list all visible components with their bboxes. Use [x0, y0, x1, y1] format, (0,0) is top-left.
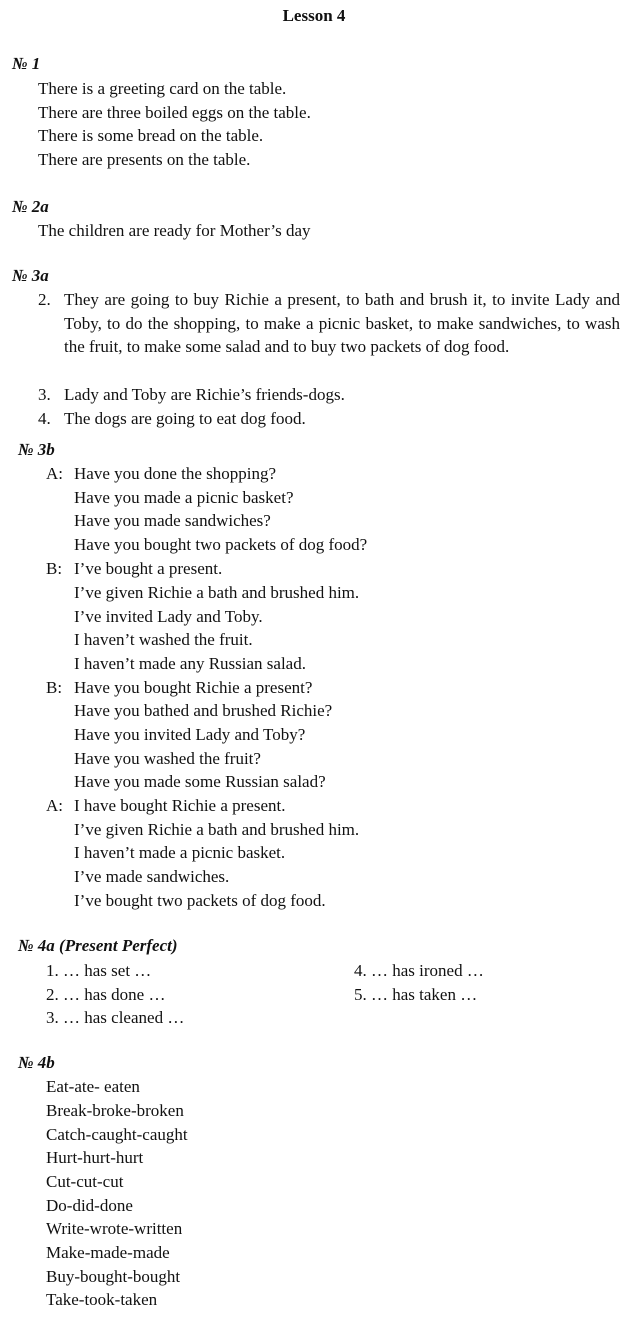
answer-item: 4. … has ironed … [354, 961, 484, 980]
dialogue-line: Have you made some Russian salad? [74, 772, 326, 791]
exercise-1-line: There is some bread on the table. [38, 126, 264, 145]
dialogue-line: I’ve given Richie a bath and brushed him. [74, 583, 360, 602]
dialogue-line: Have you made a picnic basket? [74, 488, 294, 507]
verb-forms: Buy-bought-bought [46, 1267, 181, 1286]
verb-forms: Cut-cut-cut [46, 1172, 124, 1191]
verb-forms: Take-took-taken [46, 1290, 158, 1309]
speaker-label: A: [46, 464, 63, 483]
dialogue-line: I’ve made sandwiches. [74, 867, 230, 886]
list-number: 2. [38, 290, 51, 309]
verb-forms: Catch-caught-caught [46, 1125, 188, 1144]
list-number: 4. [38, 409, 51, 428]
dialogue-line: Have you made sandwiches? [74, 511, 271, 530]
speaker-label: A: [46, 796, 63, 815]
answer-item: 1. … has set … [46, 961, 152, 980]
dialogue-line: Have you washed the fruit? [74, 749, 261, 768]
exercise-1-line: There is a greeting card on the table. [38, 79, 287, 98]
exercise-4a-heading: № 4a (Present Perfect) [18, 936, 178, 955]
exercise-1-heading: № 1 [12, 54, 41, 73]
verb-forms: Write-wrote-written [46, 1219, 183, 1238]
dialogue-line: I’ve given Richie a bath and brushed him. [74, 820, 360, 839]
exercise-2a-line: The children are ready for Mother’s day [38, 221, 311, 240]
dialogue-line: I’ve bought a present. [74, 559, 223, 578]
dialogue-line: I’ve bought two packets of dog food. [74, 891, 326, 910]
dialogue-line: I haven’t made a picnic basket. [74, 843, 286, 862]
list-number: 3. [38, 385, 51, 404]
dialogue-line: I have bought Richie a present. [74, 796, 286, 815]
verb-forms: Do-did-done [46, 1196, 133, 1215]
list-item-text: Lady and Toby are Richie’s friends-dogs. [64, 385, 345, 404]
list-item-text: The dogs are going to eat dog food. [64, 409, 306, 428]
verb-forms: Hurt-hurt-hurt [46, 1148, 144, 1167]
exercise-1-line: There are presents on the table. [38, 150, 251, 169]
verb-forms: Break-broke-broken [46, 1101, 184, 1120]
speaker-label: B: [46, 678, 63, 697]
exercise-1-line: There are three boiled eggs on the table. [38, 103, 311, 122]
list-item-text: They are going to buy Richie a present, to bath and brush it, to invite Lady and Toby, to do the shopping, to make a picnic basket, to make sandwiches, to wash the fruit, to make some salad and to buy two packets of dog food. [64, 290, 620, 356]
dialogue-line: Have you invited Lady and Toby? [74, 725, 306, 744]
dialogue-line: Have you bought Richie a present? [74, 678, 313, 697]
dialogue-line: I haven’t washed the fruit. [74, 630, 253, 649]
dialogue-line: Have you bathed and brushed Richie? [74, 701, 333, 720]
verb-forms: Make-made-made [46, 1243, 170, 1262]
answer-item: 5. … has taken … [354, 985, 478, 1004]
exercise-3a-heading: № 3a [12, 266, 49, 285]
speaker-label: B: [46, 559, 63, 578]
exercise-4b-heading: № 4b [18, 1053, 55, 1072]
answer-item: 2. … has done … [46, 985, 166, 1004]
verb-forms: Eat-ate- eaten [46, 1077, 140, 1096]
exercise-3b-heading: № 3b [18, 440, 55, 459]
dialogue-line: Have you done the shopping? [74, 464, 277, 483]
exercise-2a-heading: № 2a [12, 197, 49, 216]
answer-item: 3. … has cleaned … [46, 1008, 185, 1027]
dialogue-line: I haven’t made any Russian salad. [74, 654, 306, 673]
lesson-title: Lesson 4 [282, 6, 346, 25]
dialogue-line: I’ve invited Lady and Toby. [74, 607, 263, 626]
dialogue-line: Have you bought two packets of dog food? [74, 535, 368, 554]
